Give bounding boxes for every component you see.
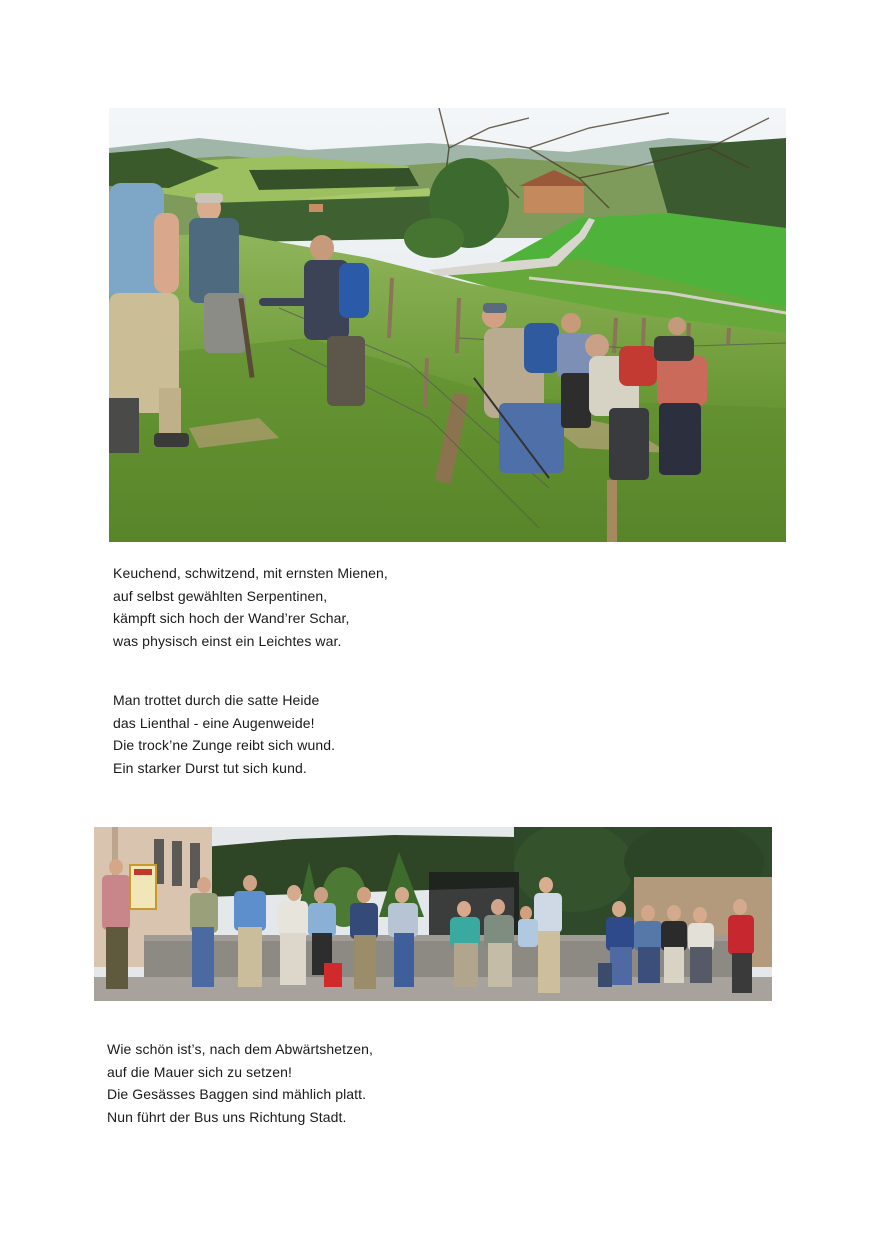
poem-line: Nun führt der Bus uns Richtung Stadt. [107, 1108, 347, 1125]
poem-line: Ein starker Durst tut sich kund. [113, 759, 307, 776]
poem-line: Die Gesässes Baggen sind mählich platt. [107, 1086, 367, 1103]
hiking-group-photo [109, 108, 786, 542]
poem-stanza-1 [113, 562, 388, 652]
poem-line: das Lienthal - eine Augenweide! [113, 714, 315, 731]
poem-line: auf selbst gewählten Serpentinen, [113, 587, 328, 604]
poem-line: Die trock’ne Zunge reibt sich wund. [113, 737, 336, 754]
poem-line: Keuchend, schwitzend, mit ernsten Mienen, [113, 565, 388, 581]
poem-line: was physisch einst ein Leichtes war. [113, 632, 342, 649]
poem-line: Man trottet durch die satte Heide [113, 692, 320, 708]
poem-stanza-2 [113, 689, 335, 779]
poem-stanza-3 [107, 1038, 373, 1128]
wall-scene [94, 827, 772, 1001]
poem-line: kämpft sich hoch der Wand’rer Schar, [113, 610, 350, 627]
hillside-scene [109, 108, 786, 542]
group-on-wall-photo [94, 827, 772, 1001]
poem-line: auf die Mauer sich zu setzen! [107, 1063, 292, 1080]
poem-line: Wie schön ist’s, nach dem Abwärtshetzen, [107, 1041, 373, 1057]
